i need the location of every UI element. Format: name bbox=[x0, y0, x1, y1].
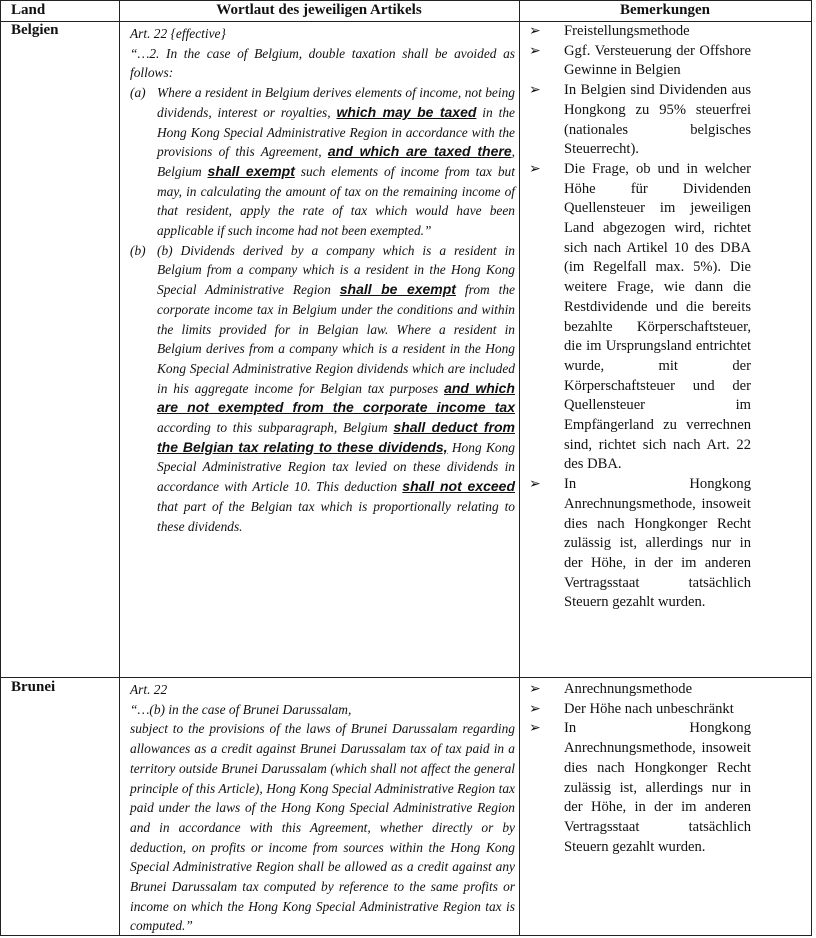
article-intro: “…2. In the case of Belgium, double taxation shall be avoided as follows: bbox=[130, 45, 515, 81]
remark-item: ➢ Der Höhe nach unbeschränkt bbox=[529, 700, 751, 720]
article-title: Art. 22 {effective} bbox=[130, 26, 226, 41]
emphasis: shall exempt bbox=[207, 162, 295, 179]
bemerkungen-belgien bbox=[529, 22, 751, 613]
remark-item: ➢ Freistellungsmethode bbox=[529, 22, 751, 42]
emphasis: and which are taxed there bbox=[327, 143, 512, 160]
remark-item: ➢ Die Frage, ob und in welcher Höhe für Dividenden Quellensteuer im jeweiligen Land abgezogen wird, richtet sich nach Artikel 10 des DBA (im Regelfall max. 5%). Die weitere Frage, wie dann die Restdividende und die bereits bezahlte Körperschaftsteuer, die im Ursprungsland entrichtet wurde, mit der Körperschaftsteuer und der Quellensteuer im Empfängerland zu verrechnen sind, richtet sich nach Art. 22 des DBA. bbox=[529, 160, 751, 473]
column-divider bbox=[119, 1, 120, 935]
column-divider bbox=[519, 1, 520, 935]
article-text-brunei bbox=[130, 680, 515, 936]
remark-item: ➢ In Hongkong Anrechnungsmethode, insoweit dies nach Hongkonger Recht zulässig ist, allerdings nur in der Höhe, in der im anderen Vertragsstaat tatsächlich Steuern gezahlt wurden. bbox=[529, 720, 751, 855]
header-bemerkungen: Bemerkungen bbox=[620, 2, 710, 18]
arrow-bullet-icon: ➢ bbox=[529, 476, 541, 493]
header-wortlaut: Wortlaut des jeweiligen Artikels bbox=[216, 2, 422, 18]
emphasis: shall not exceed bbox=[402, 478, 515, 495]
article-title: Art. 22 bbox=[130, 682, 168, 697]
emphasis: shall deduct from the Belgian tax relating to these dividends, bbox=[157, 419, 515, 455]
arrow-bullet-icon: ➢ bbox=[529, 681, 541, 697]
emphasis: and which are not exempted from the corporate income tax bbox=[157, 379, 515, 416]
remark-item: ➢ Anrechnungsmethode bbox=[529, 680, 751, 700]
land-belgien: Belgien bbox=[11, 22, 59, 38]
arrow-bullet-icon: ➢ bbox=[529, 42, 541, 59]
arrow-bullet-icon: ➢ bbox=[529, 23, 541, 39]
remark-item: ➢ In Hongkong Anrechnungsmethode, insoweit dies nach Hongkonger Recht zulässig ist, allerdings nur in der Höhe, in der im anderen Vertragsstaat tatsächlich Steuern gezahlt wurden. bbox=[529, 476, 751, 611]
paragraph-b: (b) (b) Dividends derived by a company which is a resident in Belgium from a company which is a resident in the Hong Kong Special Administrative Region shall be exempt from the corporate income tax in Belgium under the conditions and within the limits provided for in Belgian law. Where a resident in Belgium derives from a company which is a resident in the Hong Kong Special Administrative Region dividends which are included in his aggregate income for Belgian tax purposes and which are not exempted from the corporate income tax according to this subparagraph, Belgium shall deduct from the Belgian tax relating to these dividends, Hong Kong Special Administrative Region tax levied on these dividends in accordance with Article 10. This deduction shall not exceed that part of the Belgian tax which is proportionally relating to these dividends. bbox=[130, 242, 515, 534]
arrow-bullet-icon: ➢ bbox=[529, 700, 541, 717]
article-intro: “…(b) in the case of Brunei Darussalam, bbox=[130, 701, 352, 717]
remark-item: ➢ Ggf. Versteuerung der Offshore Gewinne in Belgien bbox=[529, 42, 751, 79]
bemerkungen-brunei bbox=[529, 680, 751, 857]
arrow-bullet-icon: ➢ bbox=[529, 720, 541, 737]
paragraph-a: (a) Where a resident in Belgium derives elements of income, not being dividends, interest or royalties, which may be taxed in the Hong Kong Special Administrative Region in accordance with the provisions of this Agreement, and which are taxed there, Belgium shall exempt such elements of income from tax but may, in calculating the amount of tax on the remaining income of that resident, apply the rate of tax which would have been applicable if such income had not been exempted.” bbox=[130, 85, 515, 239]
emphasis: shall be exempt bbox=[339, 281, 456, 298]
emphasis: which may be taxed bbox=[336, 103, 477, 120]
arrow-bullet-icon: ➢ bbox=[529, 160, 541, 177]
row-divider bbox=[1, 677, 811, 678]
article-text-belgien bbox=[130, 24, 515, 536]
article-body: subject to the provisions of the laws of Brunei Darussalam regarding allowances as a credit against Brunei Darussalam tax of tax paid in a territory outside Brunei Darussalam (which shall not affect the general principle of this Article), Hong Kong Special Administrative Region tax paid under the laws of the Hong Kong Special Administrative Region and in accordance with this Agreement, whether directly or by deduction, on profits or income from sources within the Hong Kong Special Administrative Region shall be allowed as a credit against any Brunei Darussalam tax computed by reference to the same profits or income on which the Hong Kong Special Administrative Region tax is computed.” bbox=[130, 721, 515, 934]
arrow-bullet-icon: ➢ bbox=[529, 82, 541, 99]
land-brunei: Brunei bbox=[11, 679, 56, 695]
remark-item: ➢ In Belgien sind Dividenden aus Hongkong zu 95% steuerfrei (nationales belgisches Steuerrecht). bbox=[529, 82, 751, 158]
paragraph-label: (a) bbox=[130, 85, 146, 101]
header-land: Land bbox=[11, 2, 46, 18]
paragraph-label: (b) bbox=[130, 242, 146, 258]
